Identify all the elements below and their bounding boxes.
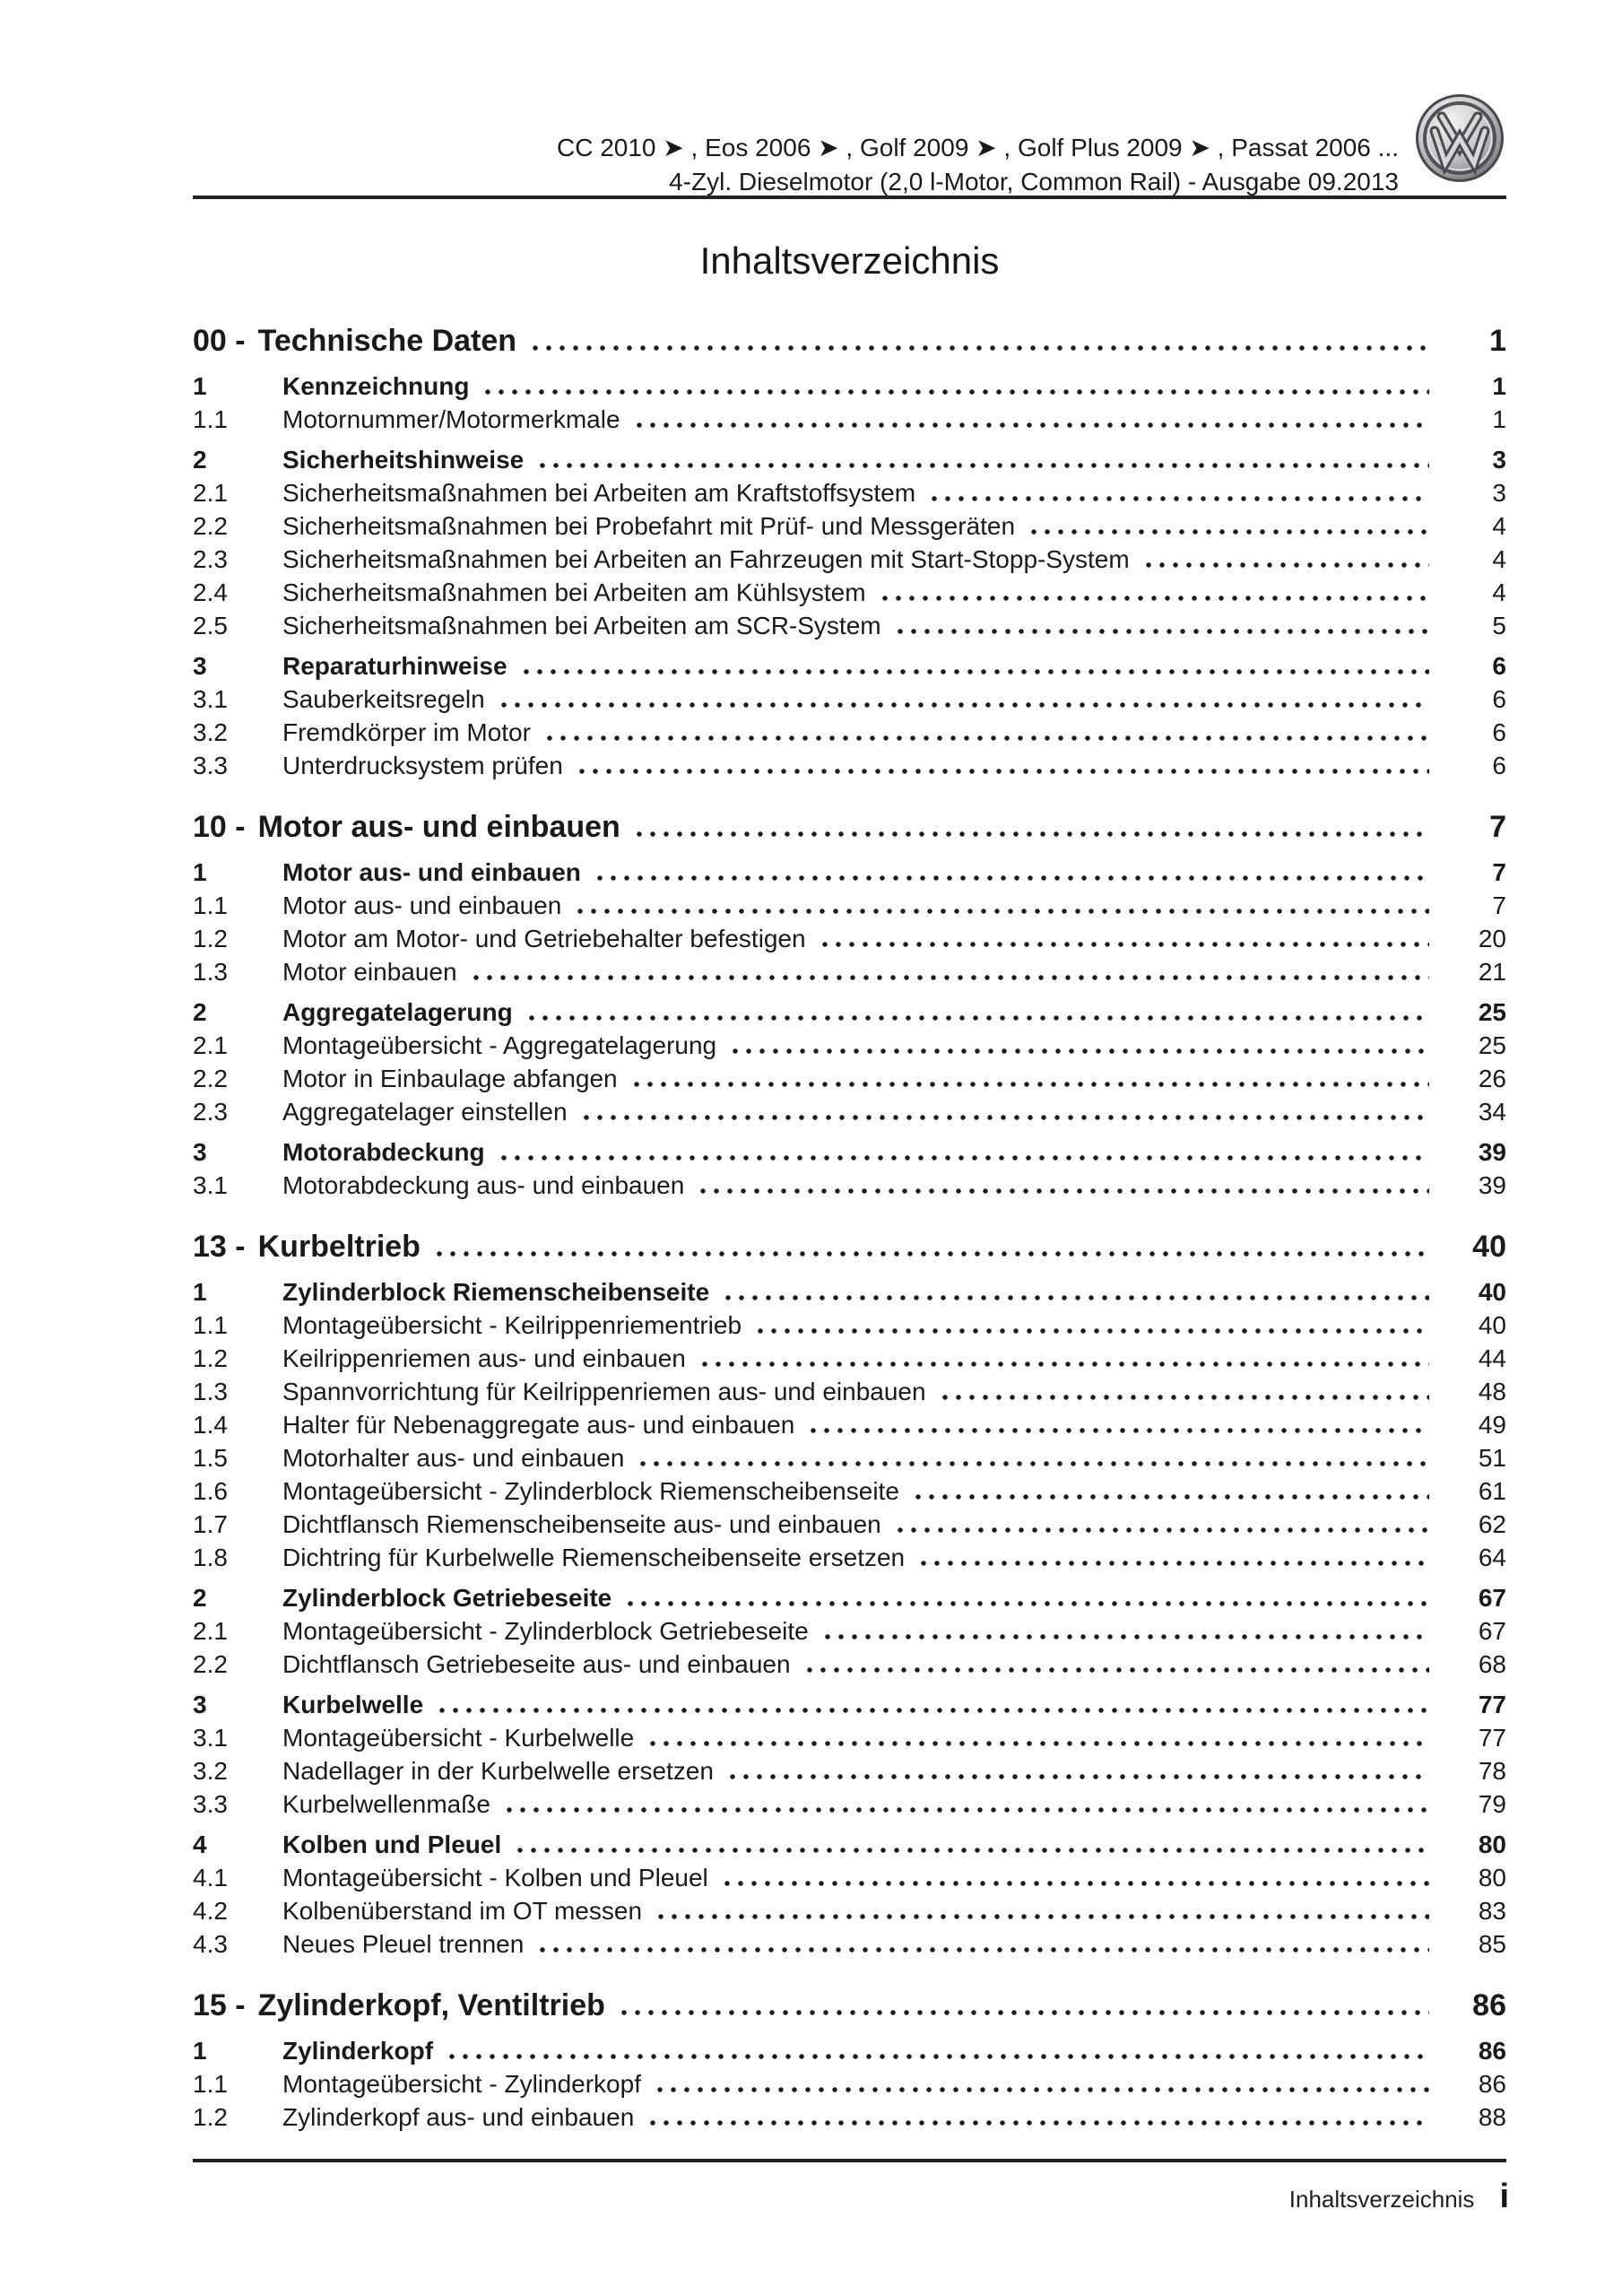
- dots-leader: [637, 422, 1429, 428]
- toc-entry-page: 80: [1478, 1831, 1506, 1858]
- dots-leader: [547, 735, 1429, 741]
- dots-leader: [725, 1295, 1429, 1300]
- dots-leader: [730, 1774, 1429, 1779]
- dots-leader: [449, 2054, 1429, 2059]
- toc-entry-number: 2.2: [193, 512, 228, 540]
- toc-entry-page: 1: [1492, 405, 1506, 433]
- toc-row: [193, 1135, 1506, 1169]
- toc-entry-page: 86: [1478, 2037, 1506, 2065]
- dots-leader: [437, 1251, 1429, 1257]
- toc-entry-title: Motorhalter aus- und einbauen: [282, 1444, 625, 1472]
- toc-entry-page: 64: [1478, 1544, 1506, 1571]
- toc-row: [193, 403, 1506, 436]
- toc-row: [193, 922, 1506, 955]
- toc-entry-page: 40: [1472, 1230, 1506, 1264]
- toc-entry-page: 80: [1478, 1864, 1506, 1892]
- toc-entry-number: 1.1: [193, 405, 228, 433]
- toc-row: [193, 1169, 1506, 1202]
- toc-entry-page: 7: [1489, 810, 1506, 844]
- toc-entry-title: Montageübersicht - Zylinderblock Getriebeseite: [282, 1617, 809, 1645]
- toc-entry-page: 61: [1478, 1477, 1506, 1505]
- toc-row: [193, 1408, 1506, 1441]
- toc-entry-title: Halter für Nebenaggregate aus- und einbauen: [282, 1411, 795, 1439]
- toc-entry-page: 4: [1492, 578, 1506, 606]
- toc-entry-title: Motor aus- und einbauen: [282, 891, 562, 919]
- dots-leader: [579, 769, 1429, 774]
- toc-entry-title: Sicherheitsmaßnahmen bei Arbeiten am SCR-System: [282, 612, 881, 639]
- toc-entry-page: 39: [1478, 1138, 1506, 1166]
- dots-leader: [524, 669, 1429, 674]
- dots-leader: [822, 942, 1429, 947]
- toc-entry-title: Dichtflansch Getriebeseite aus- und einbauen: [282, 1650, 791, 1678]
- toc-entry-page: 1: [1489, 324, 1506, 358]
- dots-leader: [1146, 562, 1429, 568]
- toc-row: [193, 319, 1506, 362]
- toc-row: [193, 1225, 1506, 1268]
- toc-entry-number: 00 -: [193, 324, 246, 358]
- toc-entry-title: Zylinderblock Getriebeseite: [282, 1584, 612, 1612]
- toc-entry-number: 1: [193, 1278, 207, 1306]
- dots-leader: [533, 345, 1429, 351]
- dots-leader: [501, 1155, 1429, 1161]
- dots-leader: [637, 831, 1429, 837]
- toc-entry-title: Aggregatelager einstellen: [282, 1098, 568, 1126]
- toc-entry-number: 2.1: [193, 1617, 228, 1645]
- dots-leader: [621, 2010, 1429, 2015]
- toc-row: [193, 576, 1506, 609]
- toc-entry-number: 1.1: [193, 1311, 228, 1339]
- dots-leader: [473, 975, 1429, 980]
- toc-entry-title: Montageübersicht - Kolben und Pleuel: [282, 1864, 708, 1892]
- toc-row: [193, 1309, 1506, 1342]
- toc-entry-title: Motorabdeckung aus- und einbauen: [282, 1171, 685, 1199]
- toc-entry-number: 3.3: [193, 1790, 228, 1818]
- toc-entry-number: 3.1: [193, 1171, 228, 1199]
- toc-row: [193, 1861, 1506, 1894]
- toc-entry-number: 4: [193, 1831, 207, 1858]
- toc-row: [193, 1095, 1506, 1128]
- toc-entry-title: Montageübersicht - Zylinderblock Riemenscheibenseite: [282, 1477, 899, 1505]
- dots-leader: [517, 1848, 1429, 1853]
- toc-entry-page: 62: [1478, 1510, 1506, 1538]
- dots-leader: [540, 1947, 1429, 1952]
- toc-entry-title: Motor in Einbaulage abfangen: [282, 1065, 618, 1092]
- toc-entry-page: 6: [1492, 752, 1506, 779]
- toc-entry-page: 34: [1478, 1098, 1506, 1126]
- toc-row: [193, 1688, 1506, 1721]
- toc-entry-title: Kurbelwelle: [282, 1691, 424, 1718]
- dots-leader: [628, 1601, 1429, 1606]
- toc-entry-number: 2: [193, 998, 207, 1026]
- dots-leader: [507, 1807, 1429, 1813]
- toc-entry-page: 7: [1492, 891, 1506, 919]
- dots-leader: [540, 463, 1429, 468]
- toc-row: [193, 2067, 1506, 2100]
- dots-leader: [700, 1188, 1429, 1194]
- toc-entry-title: Motornummer/Motormerkmale: [282, 405, 620, 433]
- toc-entry-number: 1.8: [193, 1544, 228, 1571]
- toc-entry-page: 78: [1478, 1757, 1506, 1785]
- toc-entry-title: Spannvorrichtung für Keilrippenriemen aus- und einbauen: [282, 1378, 926, 1405]
- dots-leader: [702, 1361, 1429, 1367]
- toc-entry-number: 1.7: [193, 1510, 228, 1538]
- toc-entry-page: 85: [1478, 1930, 1506, 1958]
- toc-entry-page: 20: [1478, 925, 1506, 952]
- toc-entry-page: 25: [1478, 1031, 1506, 1059]
- footer: [1289, 2178, 1509, 2216]
- toc-row: [193, 443, 1506, 476]
- toc-entry-title: Montageübersicht - Aggregatelagerung: [282, 1031, 717, 1059]
- toc-row: [193, 1721, 1506, 1754]
- dots-leader: [942, 1395, 1429, 1400]
- dots-leader: [657, 2087, 1429, 2092]
- toc-row: [193, 2100, 1506, 2134]
- dots-leader: [529, 1015, 1429, 1021]
- toc-row: [193, 749, 1506, 782]
- toc-entry-number: 1.1: [193, 891, 228, 919]
- dots-leader: [584, 1115, 1429, 1120]
- toc-row: [193, 805, 1506, 848]
- toc-entry-page: 26: [1478, 1065, 1506, 1092]
- toc-row: [193, 1029, 1506, 1062]
- dots-leader: [825, 1634, 1429, 1639]
- toc-entry-number: 3.2: [193, 1757, 228, 1785]
- toc-entry-title: Neues Pleuel trennen: [282, 1930, 525, 1958]
- header-subtitle-line: 4-Zyl. Dieselmotor (2,0 l-Motor, Common Rail) - Ausgabe 09.2013: [669, 168, 1399, 196]
- dots-leader: [882, 596, 1429, 601]
- toc-entry-number: 1.2: [193, 1344, 228, 1372]
- toc-entry-number: 2: [193, 446, 207, 474]
- toc-entry-number: 1.5: [193, 1444, 228, 1472]
- toc-list: [193, 319, 1506, 2134]
- toc-entry-title: Technische Daten: [257, 324, 517, 358]
- dots-leader: [1031, 529, 1429, 535]
- dots-leader: [640, 1461, 1429, 1466]
- toc-entry-page: 1: [1492, 372, 1506, 400]
- footer-page-number: i: [1499, 2178, 1509, 2215]
- toc-entry-number: 4.1: [193, 1864, 228, 1892]
- toc-row: [193, 509, 1506, 543]
- toc-entry-title: Zylinderblock Riemenscheibenseite: [282, 1278, 710, 1306]
- toc-entry-page: 77: [1478, 1691, 1506, 1718]
- toc-entry-number: 1.2: [193, 925, 228, 952]
- toc-entry-page: 83: [1478, 1897, 1506, 1925]
- toc-row: [193, 1508, 1506, 1541]
- toc-entry-title: Motor am Motor- und Getriebehalter befestigen: [282, 925, 806, 952]
- toc-entry-title: Kurbeltrieb: [257, 1230, 421, 1264]
- toc-entry-number: 1.1: [193, 2070, 228, 2098]
- toc-row: [193, 476, 1506, 509]
- toc-row: [193, 609, 1506, 642]
- toc-entry-page: 6: [1492, 685, 1506, 713]
- toc-entry-number: 2.4: [193, 578, 228, 606]
- toc-entry-number: 1: [193, 2037, 207, 2065]
- toc-row: [193, 1474, 1506, 1508]
- toc-row: [193, 1927, 1506, 1961]
- toc-entry-number: 15 -: [193, 1988, 246, 2022]
- toc-entry-title: Kennzeichnung: [282, 372, 470, 400]
- toc-entry-title: Motor einbauen: [282, 958, 457, 986]
- toc-entry-page: 4: [1492, 545, 1506, 573]
- toc-row: [193, 1375, 1506, 1408]
- toc-row: [193, 856, 1506, 889]
- toc-entry-number: 10 -: [193, 810, 246, 844]
- toc-entry-page: 48: [1478, 1378, 1506, 1405]
- dots-leader: [501, 702, 1429, 708]
- toc-entry-title: Motorabdeckung: [282, 1138, 485, 1166]
- toc-entry-number: 2.1: [193, 479, 228, 507]
- toc-entry-page: 51: [1478, 1444, 1506, 1472]
- toc-entry-number: 13 -: [193, 1230, 246, 1264]
- toc-entry-number: 2.2: [193, 1650, 228, 1678]
- toc-entry-title: Motor aus- und einbauen: [282, 858, 581, 886]
- toc-entry-title: Kurbelwellenmaße: [282, 1790, 490, 1818]
- toc-entry-title: Montageübersicht - Zylinderkopf: [282, 2070, 641, 2098]
- dots-leader: [597, 875, 1429, 881]
- header-divider: [193, 196, 1506, 199]
- dots-leader: [915, 1494, 1429, 1500]
- dots-leader: [634, 1082, 1429, 1087]
- header-models-line: CC 2010 ➤ , Eos 2006 ➤ , Golf 2009 ➤ , Golf Plus 2009 ➤ , Passat 2006 ...: [556, 134, 1399, 161]
- footer-divider: [193, 2159, 1506, 2162]
- toc-entry-title: Sicherheitsmaßnahmen bei Probefahrt mit Prüf- und Messgeräten: [282, 512, 1016, 540]
- dots-leader: [898, 629, 1429, 634]
- toc-entry-page: 5: [1492, 612, 1506, 639]
- dots-leader: [658, 1914, 1429, 1919]
- page-title: Inhaltsverzeichnis: [699, 239, 1000, 282]
- toc-entry-title: Kolbenüberstand im OT messen: [282, 1897, 643, 1925]
- toc-row: [193, 543, 1506, 576]
- toc-entry-page: 67: [1478, 1584, 1506, 1612]
- toc-entry-number: 1.2: [193, 2103, 228, 2131]
- toc-entry-page: 68: [1478, 1650, 1506, 1678]
- toc-entry-title: Keilrippenriemen aus- und einbauen: [282, 1344, 686, 1372]
- toc-entry-title: Motor aus- und einbauen: [257, 810, 620, 844]
- dots-leader: [898, 1527, 1429, 1533]
- toc-row: [193, 1787, 1506, 1821]
- dots-leader: [811, 1428, 1429, 1433]
- dots-leader: [921, 1561, 1429, 1566]
- toc-entry-title: Fremdkörper im Motor: [282, 718, 531, 746]
- toc-row: [193, 1648, 1506, 1681]
- toc-entry-page: 67: [1478, 1617, 1506, 1645]
- toc-row: [193, 2034, 1506, 2067]
- toc-entry-page: 77: [1478, 1724, 1506, 1752]
- dots-leader: [733, 1048, 1429, 1054]
- toc-entry-number: 2.3: [193, 1098, 228, 1126]
- toc-entry-title: Zylinderkopf aus- und einbauen: [282, 2103, 635, 2131]
- toc-row: [193, 370, 1506, 403]
- toc-entry-title: Montageübersicht - Keilrippenriementrieb: [282, 1311, 742, 1339]
- toc-row: [193, 889, 1506, 922]
- toc-entry-number: 1: [193, 858, 207, 886]
- dots-leader: [807, 1667, 1429, 1673]
- toc-entry-number: 4.3: [193, 1930, 228, 1958]
- toc-entry-title: Montageübersicht - Kurbelwelle: [282, 1724, 635, 1752]
- toc-entry-title: Unterdrucksystem prüfen: [282, 752, 563, 779]
- toc-entry-number: 2.2: [193, 1065, 228, 1092]
- toc-row: [193, 1342, 1506, 1375]
- toc-entry-page: 4: [1492, 512, 1506, 540]
- toc-row: [193, 649, 1506, 683]
- toc-entry-number: 1: [193, 372, 207, 400]
- dots-leader: [650, 2120, 1429, 2126]
- toc-entry-number: 3: [193, 652, 207, 680]
- toc-row: [193, 955, 1506, 988]
- toc-entry-page: 3: [1492, 446, 1506, 474]
- dots-leader: [932, 496, 1429, 501]
- toc-entry-title: Zylinderkopf: [282, 2037, 434, 2065]
- toc-entry-number: 3.3: [193, 752, 228, 779]
- toc-entry-number: 2: [193, 1584, 207, 1612]
- dots-leader: [724, 1881, 1429, 1886]
- toc-entry-title: Sicherheitsmaßnahmen bei Arbeiten am Kraftstoffsystem: [282, 479, 916, 507]
- toc-entry-page: 49: [1478, 1411, 1506, 1439]
- dots-leader: [577, 909, 1429, 914]
- toc-row: [193, 1614, 1506, 1648]
- toc-entry-number: 2.5: [193, 612, 228, 639]
- toc-entry-title: Zylinderkopf, Ventiltrieb: [257, 1988, 605, 2022]
- toc-row: [193, 1062, 1506, 1095]
- toc-entry-page: 3: [1492, 479, 1506, 507]
- toc-entry-title: Nadellager in der Kurbelwelle ersetzen: [282, 1757, 714, 1785]
- toc-entry-number: 1.4: [193, 1411, 228, 1439]
- toc-entry-title: Kolben und Pleuel: [282, 1831, 502, 1858]
- toc-entry-page: 40: [1478, 1278, 1506, 1306]
- toc-entry-title: Reparaturhinweise: [282, 652, 507, 680]
- dots-leader: [485, 389, 1429, 395]
- toc-entry-page: 44: [1478, 1344, 1506, 1372]
- toc-entry-page: 79: [1478, 1790, 1506, 1818]
- toc-entry-number: 3.2: [193, 718, 228, 746]
- toc-entry-number: 3: [193, 1691, 207, 1718]
- dots-leader: [758, 1328, 1429, 1334]
- toc-row: [193, 1754, 1506, 1787]
- toc-row: [193, 1275, 1506, 1309]
- toc-entry-title: Sicherheitshinweise: [282, 446, 525, 474]
- toc-entry-page: 6: [1492, 718, 1506, 746]
- toc-entry-number: 2.3: [193, 545, 228, 573]
- dots-leader: [439, 1708, 1429, 1713]
- toc-entry-title: Aggregatelagerung: [282, 998, 513, 1026]
- toc-entry-page: 21: [1478, 958, 1506, 986]
- toc-row: [193, 1828, 1506, 1861]
- toc-row: [193, 683, 1506, 716]
- toc-entry-title: Dichtring für Kurbelwelle Riemenscheibenseite ersetzen: [282, 1544, 906, 1571]
- toc-entry-number: 3.1: [193, 685, 228, 713]
- toc-entry-title: Sicherheitsmaßnahmen bei Arbeiten an Fahrzeugen mit Start-Stopp-System: [282, 545, 1130, 573]
- toc-entry-title: Sicherheitsmaßnahmen bei Arbeiten am Kühlsystem: [282, 578, 866, 606]
- toc-entry-number: 1.6: [193, 1477, 228, 1505]
- dots-leader: [650, 1741, 1429, 1746]
- toc-entry-page: 86: [1472, 1988, 1506, 2022]
- toc-entry-number: 3: [193, 1138, 207, 1166]
- toc-entry-title: Sauberkeitsregeln: [282, 685, 485, 713]
- toc-entry-number: 4.2: [193, 1897, 228, 1925]
- toc-entry-page: 39: [1478, 1171, 1506, 1199]
- toc-entry-title: Dichtflansch Riemenscheibenseite aus- und einbauen: [282, 1510, 881, 1538]
- toc-entry-number: 2.1: [193, 1031, 228, 1059]
- toc-row: [193, 1984, 1506, 2027]
- toc-entry-number: 3.1: [193, 1724, 228, 1752]
- toc-row: [193, 1894, 1506, 1927]
- toc-row: [193, 716, 1506, 749]
- toc-row: [193, 996, 1506, 1029]
- footer-label: Inhaltsverzeichnis: [1288, 2186, 1475, 2213]
- toc-entry-page: 40: [1478, 1311, 1506, 1339]
- toc-entry-page: 25: [1478, 998, 1506, 1026]
- toc-entry-page: 7: [1492, 858, 1506, 886]
- toc-row: [193, 1581, 1506, 1614]
- vw-logo-icon: [1415, 93, 1505, 183]
- toc-row: [193, 1541, 1506, 1574]
- toc-row: [193, 1441, 1506, 1474]
- toc-entry-page: 6: [1492, 652, 1506, 680]
- toc-entry-number: 1.3: [193, 1378, 228, 1405]
- toc-entry-page: 88: [1478, 2103, 1506, 2131]
- toc-entry-page: 86: [1478, 2070, 1506, 2098]
- toc-entry-number: 1.3: [193, 958, 228, 986]
